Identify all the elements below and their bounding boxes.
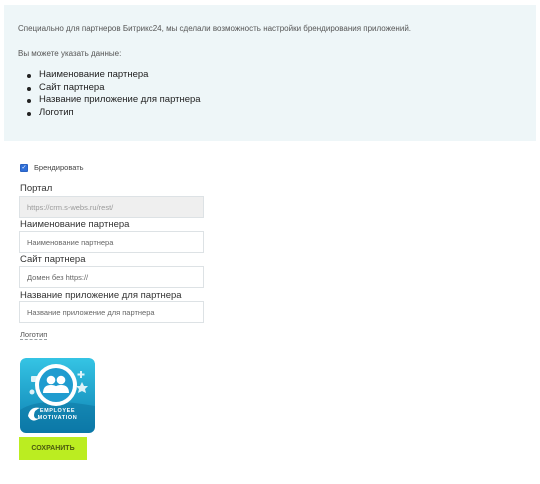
app-name-label: Название приложение для партнера — [20, 290, 182, 301]
list-item: Название приложение для партнера — [18, 94, 201, 107]
logo-text-employee: EMPLOYEE — [39, 408, 76, 414]
list-item: Логотип — [18, 107, 201, 120]
brand-checkbox[interactable] — [20, 164, 28, 172]
brand-checkbox-row[interactable] — [20, 163, 84, 172]
app-logo — [20, 358, 95, 433]
list-item: Наименование партнера — [18, 69, 201, 82]
check-icon: ✓ — [21, 164, 27, 171]
partner-site-input[interactable] — [19, 266, 204, 288]
data-fields-list — [18, 69, 201, 119]
intro-subtitle: Вы можете указать данные: — [18, 49, 122, 58]
logo-link[interactable]: Логотип — [20, 330, 48, 339]
app-logo-graphic — [20, 358, 95, 433]
intro-text: Специально для партнеров Битрикс24, мы сделали возможность настройки брендирования приложений. — [18, 24, 412, 33]
portal-label: Портал — [20, 183, 53, 194]
info-panel — [4, 5, 536, 141]
logo-text-motivation: MOTIVATION — [37, 415, 78, 421]
save-button[interactable]: СОХРАНИТЬ — [19, 437, 87, 460]
partner-site-label: Сайт партнера — [20, 254, 86, 265]
list-item: Сайт партнера — [18, 82, 201, 95]
portal-field[interactable] — [19, 196, 204, 218]
partner-name-label: Наименование партнера — [20, 219, 130, 230]
gift-icon — [31, 376, 38, 382]
partner-name-input[interactable] — [19, 231, 204, 253]
app-name-input[interactable] — [19, 301, 204, 323]
brand-checkbox-label: Брендировать — [34, 163, 84, 172]
